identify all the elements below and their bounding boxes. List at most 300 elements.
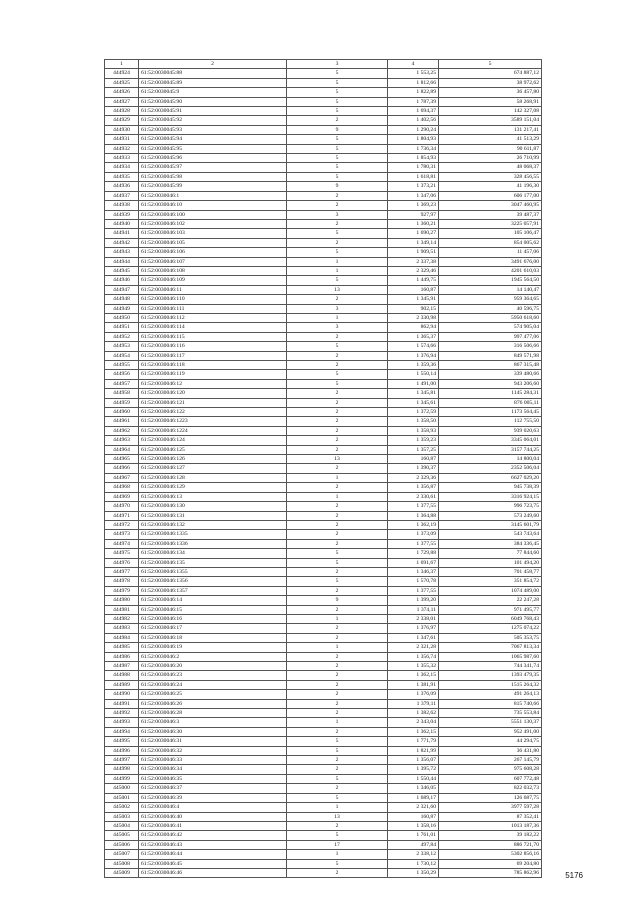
table-cell: 1 365,37 <box>388 332 439 341</box>
table-cell: 61:52:0030046:114 <box>139 323 287 332</box>
table-cell: 48 068,37 <box>439 163 542 172</box>
table-row <box>105 464 542 473</box>
table-cell: 444969 <box>105 492 139 501</box>
table-cell: 444988 <box>105 671 139 680</box>
table-row <box>105 709 542 718</box>
table-cell: 444949 <box>105 304 139 313</box>
table-cell: 543 743,64 <box>439 530 542 539</box>
table-cell: 444984 <box>105 633 139 642</box>
table-cell: 339 480,66 <box>439 370 542 379</box>
table-cell: 5950 618,60 <box>439 313 542 322</box>
table-cell: 2 <box>287 690 388 699</box>
table-row <box>105 276 542 285</box>
table-cell: 61:52:0030046:103 <box>139 229 287 238</box>
table-cell: 5302 856,16 <box>439 850 542 859</box>
table-cell: 126 687,75 <box>439 793 542 802</box>
table-row <box>105 257 542 266</box>
table-cell: 2 329,36 <box>388 473 439 482</box>
table-cell: 1 358,16 <box>388 821 439 830</box>
table-cell: 2 <box>287 483 388 492</box>
table-cell: 61:52:0030046:35 <box>139 774 287 783</box>
table-cell: 105 106,47 <box>439 229 542 238</box>
table-cell: 61:52:0030045:90 <box>139 97 287 106</box>
table-row <box>105 219 542 228</box>
table-cell: 444965 <box>105 455 139 464</box>
table-cell: 867 315,48 <box>439 361 542 370</box>
table-cell: 1 730,12 <box>388 859 439 868</box>
table-row <box>105 652 542 661</box>
table-cell: 1 395,72 <box>388 765 439 774</box>
table-cell: 2 <box>287 671 388 680</box>
table-cell: 61:52:0030046:102 <box>139 219 287 228</box>
table-cell: 61:52:0030046:121 <box>139 398 287 407</box>
table-cell: 5 <box>287 88 388 97</box>
table-cell: 5 <box>287 793 388 802</box>
table-cell: 7067 813,34 <box>439 643 542 652</box>
table-cell: 444962 <box>105 426 139 435</box>
table-cell: 1 <box>287 492 388 501</box>
table-cell: 61:52:0030046:16 <box>139 614 287 623</box>
table-cell: 445001 <box>105 793 139 802</box>
table-cell: 61:52:0030046:131 <box>139 511 287 520</box>
table-cell: 1 346,37 <box>388 567 439 576</box>
table-cell: 444983 <box>105 624 139 633</box>
table-row <box>105 850 542 859</box>
table-cell: 674 887,12 <box>439 69 542 78</box>
table-cell: 445002 <box>105 803 139 812</box>
table-cell: 1 812,66 <box>388 78 439 87</box>
table-row <box>105 210 542 219</box>
table-cell: 1 691,67 <box>388 558 439 567</box>
table-cell: 1 787,39 <box>388 97 439 106</box>
table-cell: 61:52:0030046:100 <box>139 210 287 219</box>
table-cell: 316 506,66 <box>439 342 542 351</box>
table-cell: 61:52:0030046:134 <box>139 549 287 558</box>
table-cell: 39 182,22 <box>439 831 542 840</box>
table-row <box>105 379 542 388</box>
table-cell: 444964 <box>105 445 139 454</box>
column-header-4: 4 <box>388 60 439 69</box>
table-cell: 444940 <box>105 219 139 228</box>
table-row <box>105 332 542 341</box>
table-cell: 444978 <box>105 577 139 586</box>
table-cell: 444936 <box>105 182 139 191</box>
table-cell: 2 330,98 <box>388 313 439 322</box>
table-cell: 5 <box>287 379 388 388</box>
table-cell: 1065 987,60 <box>439 652 542 661</box>
table-cell: 131 217,41 <box>439 125 542 134</box>
table-cell: 2 338,12 <box>388 850 439 859</box>
table-cell: 61:52:0030046:30 <box>139 727 287 736</box>
table-row <box>105 135 542 144</box>
table-row <box>105 821 542 830</box>
table-cell: 444994 <box>105 727 139 736</box>
table-cell: 160,87 <box>388 455 439 464</box>
table-cell: 2 <box>287 502 388 511</box>
table-row <box>105 295 542 304</box>
page-number: 5176 <box>565 871 583 880</box>
table-row <box>105 812 542 821</box>
table-row <box>105 549 542 558</box>
table-cell: 862,94 <box>388 323 439 332</box>
table-cell: 61:52:0030046:18 <box>139 633 287 642</box>
table-cell: 1 345,91 <box>388 295 439 304</box>
data-table <box>104 59 542 878</box>
table-cell: 11 457,06 <box>439 248 542 257</box>
table-cell: 927,97 <box>388 210 439 219</box>
table-cell: 2 <box>287 624 388 633</box>
table-cell: 2 <box>287 332 388 341</box>
table-cell: 444982 <box>105 614 139 623</box>
table-cell: 1013 187,36 <box>439 821 542 830</box>
table-cell: 996 723,75 <box>439 502 542 511</box>
table-cell: 735 553,84 <box>439 709 542 718</box>
table-cell: 939 020,63 <box>439 426 542 435</box>
table-cell: 445004 <box>105 821 139 830</box>
table-row <box>105 229 542 238</box>
table-cell: 1 373,09 <box>388 530 439 539</box>
table-cell: 444943 <box>105 248 139 257</box>
table-row <box>105 97 542 106</box>
table-row <box>105 633 542 642</box>
table-cell: 61:52:0030046:118 <box>139 361 287 370</box>
table-cell: 384 336,45 <box>439 539 542 548</box>
table-cell: 1145 284,31 <box>439 389 542 398</box>
table-cell: 444927 <box>105 97 139 106</box>
table-cell: 61:52:0030046:25 <box>139 690 287 699</box>
table-cell: 815 740,66 <box>439 699 542 708</box>
table-cell: 61:52:0030046:14 <box>139 596 287 605</box>
table-cell: 1 736,34 <box>388 144 439 153</box>
table-cell: 1 570,78 <box>388 577 439 586</box>
table-cell: 61:52:0030046:23 <box>139 671 287 680</box>
table-cell: 445003 <box>105 812 139 821</box>
table-cell: 2 <box>287 219 388 228</box>
table-cell: 607 772,48 <box>439 774 542 783</box>
column-header-2: 2 <box>139 60 287 69</box>
table-cell: 61:52:0030045:89 <box>139 78 287 87</box>
table-row <box>105 154 542 163</box>
table-cell: 61:52:0030046:125 <box>139 445 287 454</box>
table-cell: 58 268,91 <box>439 97 542 106</box>
table-cell: 444990 <box>105 690 139 699</box>
table-cell: 1 347,61 <box>388 633 439 642</box>
table-cell: 1 382,62 <box>388 709 439 718</box>
table-cell: 444991 <box>105 699 139 708</box>
table-cell: 1 376,94 <box>388 351 439 360</box>
table-cell: 1 362,19 <box>388 520 439 529</box>
table-cell: 5 <box>287 69 388 78</box>
table-cell: 61:52:0030046:39 <box>139 793 287 802</box>
table-cell: 445009 <box>105 868 139 877</box>
table-cell: 2 <box>287 680 388 689</box>
table-row <box>105 662 542 671</box>
table-cell: 5 <box>287 737 388 746</box>
table-row <box>105 530 542 539</box>
table-cell: 945 738,39 <box>439 483 542 492</box>
table-header-row <box>105 60 542 69</box>
table-cell: 5 <box>287 549 388 558</box>
table-cell: 61:52:0030046:1223 <box>139 417 287 426</box>
table-row <box>105 614 542 623</box>
table-cell: 61:52:0030046:129 <box>139 483 287 492</box>
table-cell: 2 <box>287 699 388 708</box>
table-cell: 1 381,91 <box>388 680 439 689</box>
table-cell: 971 495,77 <box>439 605 542 614</box>
table-cell: 61:52:0030046:46 <box>139 868 287 877</box>
table-row <box>105 144 542 153</box>
table-cell: 444933 <box>105 154 139 163</box>
table-cell: 2 329,46 <box>388 266 439 275</box>
table-cell: 2 <box>287 567 388 576</box>
table-cell: 112 755,50 <box>439 417 542 426</box>
table-row <box>105 163 542 172</box>
column-header-3: 3 <box>287 60 388 69</box>
table-cell: 444997 <box>105 756 139 765</box>
table-cell: 61:52:0030046:41 <box>139 821 287 830</box>
table-cell: 444953 <box>105 342 139 351</box>
table-row <box>105 859 542 868</box>
table-cell: 1 822,89 <box>388 88 439 97</box>
table-cell: 444934 <box>105 163 139 172</box>
table-cell: 1 821,99 <box>388 746 439 755</box>
table-row <box>105 483 542 492</box>
table-cell: 2 <box>287 464 388 473</box>
table-cell: 61:52:0030045:93 <box>139 125 287 134</box>
table-row <box>105 699 542 708</box>
table-cell: 1 399,20 <box>388 596 439 605</box>
table-row <box>105 370 542 379</box>
table-cell: 1 374,11 <box>388 605 439 614</box>
table-cell: 1 377,55 <box>388 539 439 548</box>
table-cell: 9 <box>287 182 388 191</box>
table-cell: 160,87 <box>388 285 439 294</box>
table-cell: 61:52:0030046:130 <box>139 502 287 511</box>
table-cell: 3977 597,28 <box>439 803 542 812</box>
table-cell: 1 <box>287 850 388 859</box>
table-row <box>105 88 542 97</box>
table-cell: 444992 <box>105 709 139 718</box>
table-cell: 61:52:0030046:116 <box>139 342 287 351</box>
table-cell: 2 <box>287 605 388 614</box>
table-cell: 2 <box>287 417 388 426</box>
table-cell: 13 <box>287 285 388 294</box>
table-cell: 1 369,23 <box>388 201 439 210</box>
table-cell: 1 729,88 <box>388 549 439 558</box>
table-cell: 444959 <box>105 398 139 407</box>
table-cell: 160,87 <box>388 812 439 821</box>
table-cell: 444980 <box>105 596 139 605</box>
table-cell: 1 377,55 <box>388 502 439 511</box>
table-row <box>105 718 542 727</box>
table-row <box>105 567 542 576</box>
table-cell: 38 972,62 <box>439 78 542 87</box>
table-cell: 444930 <box>105 125 139 134</box>
table-cell: 61:52:0030045:88 <box>139 69 287 78</box>
table-cell: 61:52:0030046:3 <box>139 718 287 727</box>
table-row <box>105 746 542 755</box>
table-cell: 61:52:0030046:108 <box>139 266 287 275</box>
table-cell: 36 431,80 <box>439 746 542 755</box>
table-cell: 2 <box>287 351 388 360</box>
table-cell: 1 694,37 <box>388 107 439 116</box>
table-row <box>105 840 542 849</box>
table-cell: 3047 460,95 <box>439 201 542 210</box>
table-row <box>105 313 542 322</box>
table-cell: 1 <box>287 718 388 727</box>
table-row <box>105 408 542 417</box>
table-cell: 1 347,06 <box>388 191 439 200</box>
table-cell: 2 330,61 <box>388 492 439 501</box>
table-cell: 2 <box>287 709 388 718</box>
table-cell: 444928 <box>105 107 139 116</box>
table-row <box>105 172 542 181</box>
table-cell: 61:52:0030046:26 <box>139 699 287 708</box>
table-cell: 39 487,37 <box>439 210 542 219</box>
table-cell: 2 321,28 <box>388 643 439 652</box>
table-cell: 902,15 <box>388 304 439 313</box>
table-cell: 9 <box>287 596 388 605</box>
table-cell: 444993 <box>105 718 139 727</box>
table-cell: 2 <box>287 633 388 642</box>
table-cell: 822 032,73 <box>439 784 542 793</box>
table-cell: 61:52:0030046:119 <box>139 370 287 379</box>
table-cell: 2 <box>287 821 388 830</box>
table-cell: 444950 <box>105 313 139 322</box>
table-cell: 5 <box>287 746 388 755</box>
table-cell: 1 689,17 <box>388 793 439 802</box>
table-cell: 3225 057,91 <box>439 219 542 228</box>
table-row <box>105 361 542 370</box>
table-row <box>105 520 542 529</box>
table-row <box>105 774 542 783</box>
table-cell: 444926 <box>105 88 139 97</box>
table-cell: 61:52:0030046:1355 <box>139 567 287 576</box>
table-cell: 69 204,80 <box>439 859 542 868</box>
table-cell: 61:52:0030046:33 <box>139 756 287 765</box>
table-cell: 5 <box>287 172 388 181</box>
table-cell: 2 <box>287 756 388 765</box>
table-cell: 61:52:0030046:1335 <box>139 530 287 539</box>
table-cell: 61:52:0030046:128 <box>139 473 287 482</box>
table-cell: 444967 <box>105 473 139 482</box>
table-cell: 4201 610,03 <box>439 266 542 275</box>
table-cell: 61:52:0030046:1 <box>139 191 287 200</box>
table-cell: 13 <box>287 812 388 821</box>
table-cell: 2 <box>287 436 388 445</box>
table-cell: 1 359,23 <box>388 436 439 445</box>
table-row <box>105 756 542 765</box>
table-cell: 606 177,00 <box>439 191 542 200</box>
table-cell: 444968 <box>105 483 139 492</box>
table-cell: 1 379,11 <box>388 699 439 708</box>
table-cell: 1 358,50 <box>388 417 439 426</box>
table-cell: 444955 <box>105 361 139 370</box>
table-cell: 1 372,59 <box>388 408 439 417</box>
table-cell: 2 <box>287 530 388 539</box>
table-cell: 40 596,75 <box>439 304 542 313</box>
table-cell: 444944 <box>105 257 139 266</box>
table-cell: 1 362,15 <box>388 727 439 736</box>
table-cell: 2 <box>287 539 388 548</box>
table-cell: 351 854,72 <box>439 577 542 586</box>
table-cell: 101 494,20 <box>439 558 542 567</box>
table-cell: 1 356,74 <box>388 652 439 661</box>
table-cell: 17 <box>287 840 388 849</box>
table-cell: 2 <box>287 445 388 454</box>
table-cell: 1 <box>287 313 388 322</box>
table-cell: 36 457,80 <box>439 88 542 97</box>
table-row <box>105 426 542 435</box>
table-cell: 61:52:0030046:20 <box>139 662 287 671</box>
table-cell: 444941 <box>105 229 139 238</box>
table-row <box>105 107 542 116</box>
table-cell: 997 477,06 <box>439 332 542 341</box>
table-cell: 61:52:0030046:111 <box>139 304 287 313</box>
table-cell: 61:52:0030046:40 <box>139 812 287 821</box>
table-cell: 444981 <box>105 605 139 614</box>
table-cell: 14 800,04 <box>439 455 542 464</box>
table-row <box>105 266 542 275</box>
table-cell: 5 <box>287 577 388 586</box>
table-cell: 444999 <box>105 774 139 783</box>
table-cell: 1 771,79 <box>388 737 439 746</box>
table-cell: 61:52:0030045:9 <box>139 88 287 97</box>
table-cell: 1 355,32 <box>388 662 439 671</box>
table-row <box>105 389 542 398</box>
table-cell: 61:52:0030046:112 <box>139 313 287 322</box>
table-cell: 975 608,28 <box>439 765 542 774</box>
table-cell: 497,84 <box>388 840 439 849</box>
table-cell: 573 249,60 <box>439 511 542 520</box>
table-cell: 61:52:0030046:15 <box>139 605 287 614</box>
table-cell: 444939 <box>105 210 139 219</box>
table-row <box>105 398 542 407</box>
table-cell: 444985 <box>105 643 139 652</box>
table-cell: 2 337,38 <box>388 257 439 266</box>
table-cell: 444979 <box>105 586 139 595</box>
table-cell: 61:52:0030045:99 <box>139 182 287 191</box>
table-cell: 444977 <box>105 567 139 576</box>
table-cell: 142 327,08 <box>439 107 542 116</box>
table-cell: 444996 <box>105 746 139 755</box>
table-cell: 445000 <box>105 784 139 793</box>
table-cell: 5 <box>287 859 388 868</box>
table-cell: 61:52:0030046:19 <box>139 643 287 652</box>
table-cell: 61:52:0030046:12 <box>139 379 287 388</box>
table-cell: 444975 <box>105 549 139 558</box>
table-row <box>105 671 542 680</box>
table-cell: 2 <box>287 398 388 407</box>
table-cell: 61:52:0030045:98 <box>139 172 287 181</box>
table-cell: 61:52:0030046:132 <box>139 520 287 529</box>
table-cell: 876 005,11 <box>439 398 542 407</box>
table-cell: 5 <box>287 276 388 285</box>
table-cell: 1 <box>287 803 388 812</box>
table-cell: 1 360,21 <box>388 219 439 228</box>
table-cell: 61:52:0030046:42 <box>139 831 287 840</box>
table-cell: 3589 151,04 <box>439 116 542 125</box>
table-cell: 61:52:0030046:120 <box>139 389 287 398</box>
table-row <box>105 586 542 595</box>
table-cell: 1 618,81 <box>388 172 439 181</box>
table-cell: 444987 <box>105 662 139 671</box>
table-cell: 61:52:0030046:45 <box>139 859 287 868</box>
table-cell: 61:52:0030046:31 <box>139 737 287 746</box>
table-cell: 1 <box>287 614 388 623</box>
table-cell: 3491 676,00 <box>439 257 542 266</box>
table-cell: 1 356,87 <box>388 483 439 492</box>
